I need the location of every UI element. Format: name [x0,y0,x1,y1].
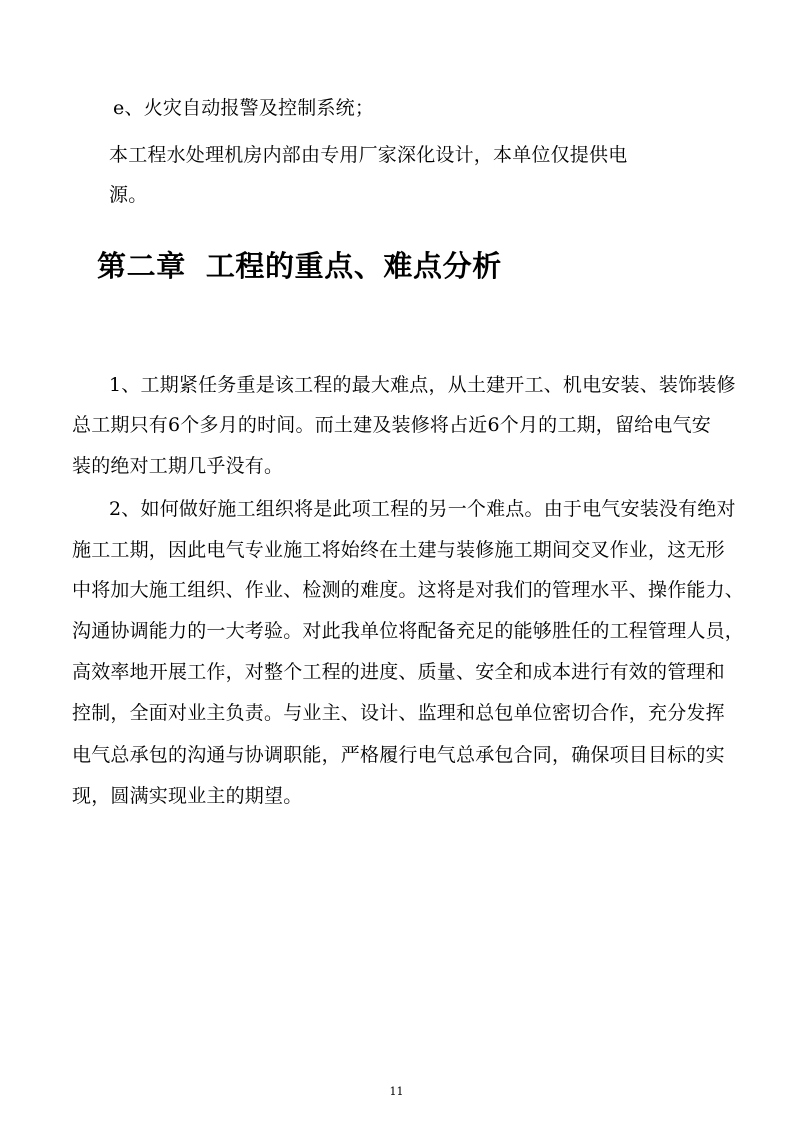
point-2-line: 中将加大施工组织、作业、检测的难度。这将是对我们的管理水平、操作能力、 [72,579,745,601]
intro-paragraph-line: 本工程水处理机房内部由专用厂家深化设计，本单位仅提供电 [109,144,628,166]
point-1-line: 1、工期紧任务重是该工程的最大难点，从土建开工、机电安装、装饰装修 [109,374,736,396]
page-number: 11 [389,1085,404,1098]
point-2-line: 现，圆满实现业主的期望。 [72,785,303,807]
point-1-line: 总工期只有6个多月的时间。而土建及装修将占近6个月的工期，留给电气安 [72,414,711,436]
point-2-line: 电气总承包的沟通与协调职能，严格履行电气总承包合同，确保项目目标的实 [72,744,725,766]
point-1-line: 装的绝对工期几乎没有。 [72,455,284,477]
point-2-line: 高效率地开展工作，对整个工程的进度、质量、安全和成本进行有效的管理和 [72,661,725,683]
point-2-line: 施工工期，因此电气专业施工将始终在土建与装修施工期间交叉作业，这无形 [72,539,725,561]
chapter-heading [97,248,502,284]
intro-paragraph-line: 源。 [109,184,148,206]
intro-item-e: e、火灾自动报警及控制系统； [113,97,375,119]
chapter-title-text: 工程的重点、难点分析 [205,249,502,283]
chapter-number: 第二章 [97,249,186,283]
point-2-line: 2、如何做好施工组织将是此项工程的另一个难点。由于电气安装没有绝对 [109,498,736,520]
point-2-line: 控制，全面对业主负责。与业主、设计、监理和总包单位密切合作，充分发挥 [72,702,725,724]
point-2-line: 沟通协调能力的一大考验。对此我单位将配备充足的能够胜任的工程管理人员， [72,620,745,642]
